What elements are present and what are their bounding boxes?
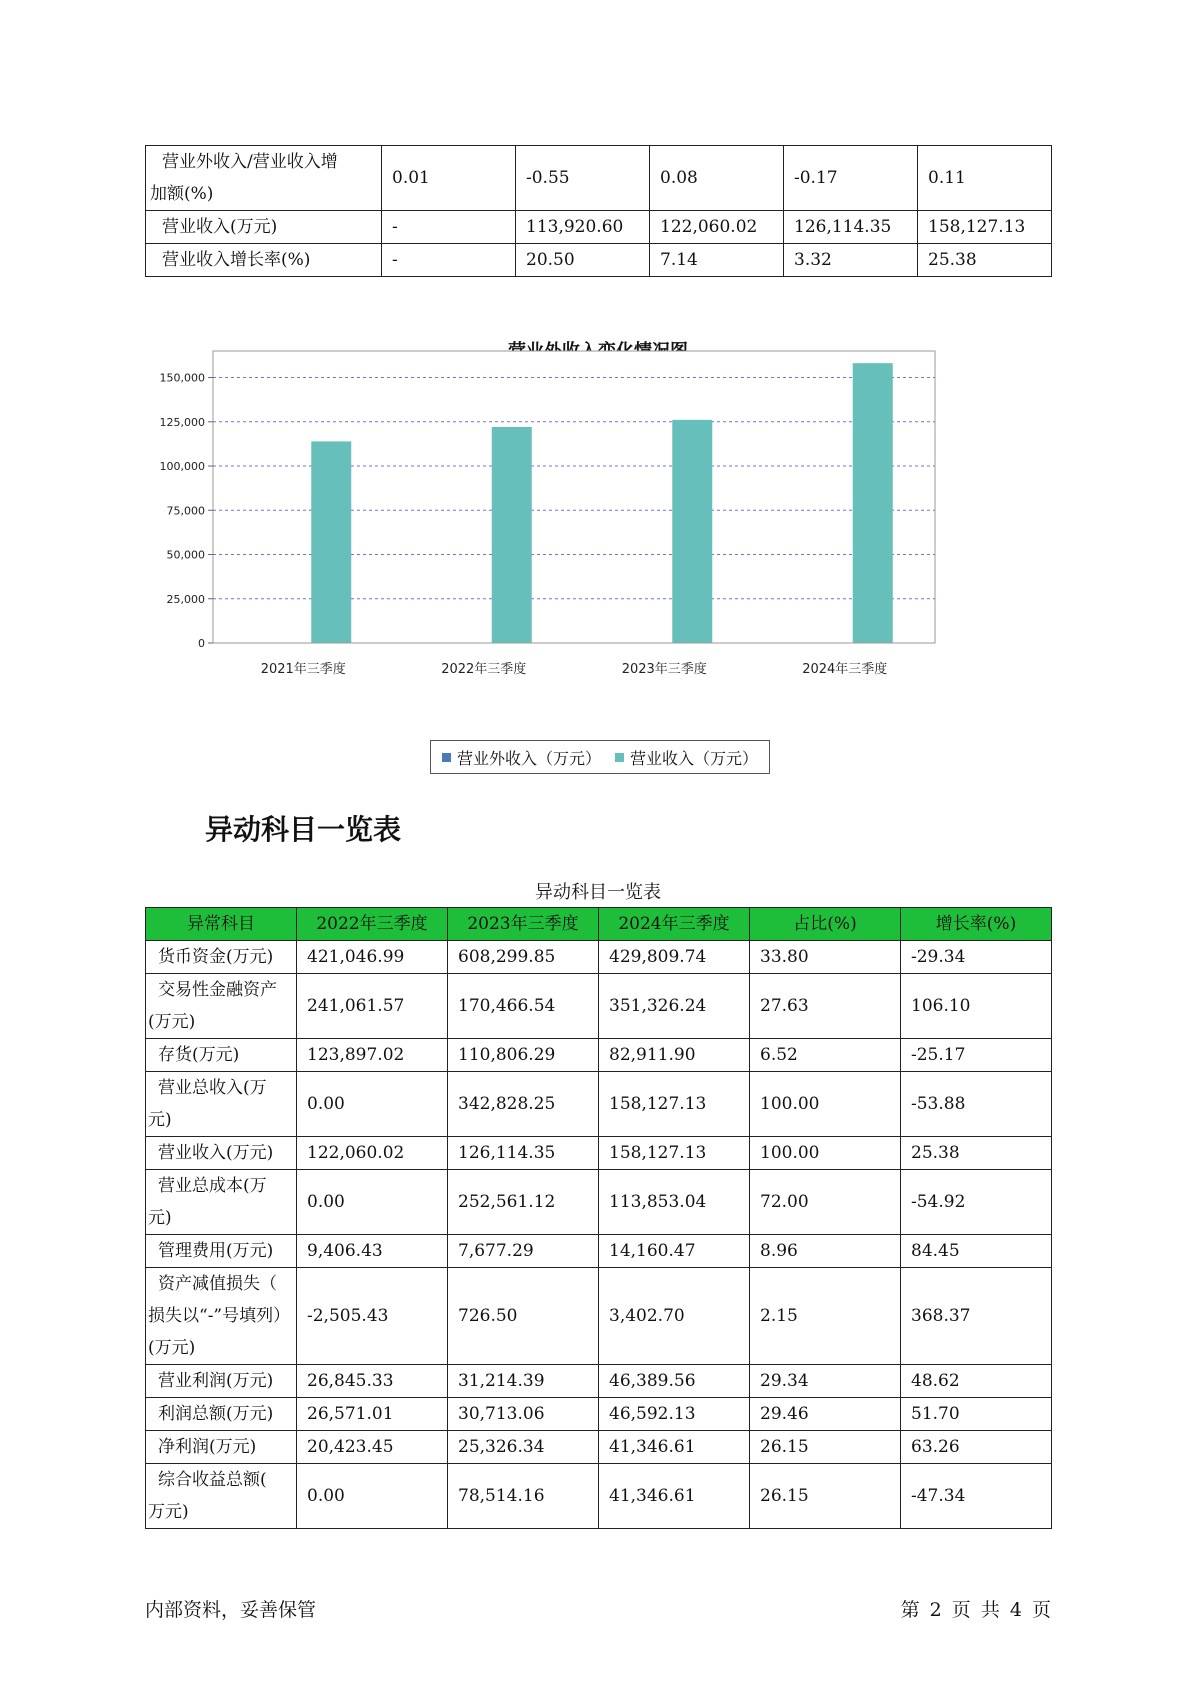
chart-legend [430, 740, 770, 774]
table-cell: 100.00 [750, 1072, 901, 1137]
row-label-line: (万元) [148, 1012, 196, 1032]
table-cell: 2.15 [750, 1268, 901, 1365]
table-cell: 29.46 [750, 1398, 901, 1431]
table-cell: 421,046.99 [297, 941, 448, 974]
legend-item [615, 746, 758, 769]
table-cell: 25,326.34 [448, 1431, 599, 1464]
table-cell: 29.34 [750, 1365, 901, 1398]
table-cell: 3.32 [784, 244, 918, 277]
table-cell: 126,114.35 [784, 211, 918, 244]
table-cell: 26,845.33 [297, 1365, 448, 1398]
table-row [146, 1398, 1052, 1431]
table-cell: 27.63 [750, 974, 901, 1039]
table-cell: -25.17 [901, 1039, 1052, 1072]
row-label [146, 1431, 297, 1464]
row-label-line: 利润总额(万元) [158, 1404, 274, 1424]
table-cell: 0.01 [382, 146, 516, 211]
table-cell: - [382, 244, 516, 277]
row-label-line: 综合收益总额( [158, 1470, 267, 1490]
bar-operating-revenue [311, 441, 351, 643]
table-cell: -47.34 [901, 1464, 1052, 1529]
row-label [146, 974, 297, 1039]
table-cell: 51.70 [901, 1398, 1052, 1431]
chart-canvas [145, 325, 1051, 735]
footer-note: 内部资料，妥善保管 [145, 1599, 317, 1621]
table-cell: 14,160.47 [599, 1235, 750, 1268]
table-cell: 41,346.61 [599, 1431, 750, 1464]
table-cell: 0.11 [918, 146, 1052, 211]
column-header: 增长率(%) [901, 908, 1052, 941]
column-header: 异常科目 [146, 908, 297, 941]
x-tick-label: 2021年三季度 [260, 662, 346, 677]
table-cell: 100.00 [750, 1137, 901, 1170]
table-cell: 84.45 [901, 1235, 1052, 1268]
row-label-line: 货币资金(万元) [158, 947, 274, 967]
table-cell: 158,127.13 [599, 1072, 750, 1137]
legend-item [442, 746, 601, 769]
y-tick-label: 0 [198, 637, 205, 650]
table-cell: 48.62 [901, 1365, 1052, 1398]
anomaly-table [145, 907, 1052, 1529]
table-row [146, 1464, 1052, 1529]
x-tick-label: 2023年三季度 [621, 662, 707, 677]
table-row [146, 1365, 1052, 1398]
table-row [146, 1431, 1052, 1464]
row-label-line: 营业总成本(万 [158, 1176, 267, 1196]
table-cell: 7.14 [650, 244, 784, 277]
table-cell: 351,326.24 [599, 974, 750, 1039]
row-label-line: 资产减值损失（ [158, 1274, 277, 1294]
table-cell: -53.88 [901, 1072, 1052, 1137]
table-cell: 113,920.60 [516, 211, 650, 244]
row-label [146, 1464, 297, 1529]
table-cell: 9,406.43 [297, 1235, 448, 1268]
table-cell: - [382, 211, 516, 244]
table-cell: 8.96 [750, 1235, 901, 1268]
table-cell: 3,402.70 [599, 1268, 750, 1365]
table-cell: 78,514.16 [448, 1464, 599, 1529]
table-cell: 26.15 [750, 1464, 901, 1529]
table-cell: 726.50 [448, 1268, 599, 1365]
row-label-line: 营业利润(万元) [158, 1371, 274, 1391]
y-tick-label: 25,000 [166, 592, 205, 606]
column-header: 2022年三季度 [297, 908, 448, 941]
table-row [146, 941, 1052, 974]
table-cell: 241,061.57 [297, 974, 448, 1039]
table-row [146, 1039, 1052, 1072]
table-cell: 26,571.01 [297, 1398, 448, 1431]
table-row [146, 974, 1052, 1039]
table-cell: 6.52 [750, 1039, 901, 1072]
row-label-line: 元) [148, 1110, 172, 1130]
table-cell: 25.38 [901, 1137, 1052, 1170]
table-cell: 63.26 [901, 1431, 1052, 1464]
row-label [146, 1268, 297, 1365]
y-tick-label: 100,000 [159, 460, 205, 474]
table-cell: -0.17 [784, 146, 918, 211]
table-cell: 72.00 [750, 1170, 901, 1235]
y-tick-label: 75,000 [166, 504, 205, 518]
row-label [146, 1398, 297, 1431]
x-tick-label: 2022年三季度 [441, 662, 527, 677]
bar-operating-revenue [672, 420, 712, 643]
table-row [146, 1072, 1052, 1137]
section-heading: 异动科目一览表 [205, 813, 402, 846]
bar-operating-revenue [492, 427, 532, 643]
row-label [146, 1072, 297, 1137]
table-cell: 41,346.61 [599, 1464, 750, 1529]
table-row [146, 1268, 1052, 1365]
table-cell: 7,677.29 [448, 1235, 599, 1268]
row-label [146, 1365, 297, 1398]
row-label [146, 1170, 297, 1235]
row-label-line: 损失以“-”号填列） [148, 1306, 291, 1326]
page-number: 第 2 页 共 4 页 [900, 1599, 1051, 1621]
column-header: 2024年三季度 [599, 908, 750, 941]
table-cell: 113,853.04 [599, 1170, 750, 1235]
table-cell: 33.80 [750, 941, 901, 974]
row-label [146, 244, 382, 277]
row-label [146, 941, 297, 974]
row-label-line: 加额(%) [150, 184, 214, 204]
row-label-line: 管理费用(万元) [158, 1241, 274, 1261]
top-data-table [145, 145, 1052, 277]
row-label-line: 营业外收入/营业收入增 [162, 152, 338, 172]
row-label-line: 营业收入(万元) [158, 1143, 274, 1163]
column-header: 2023年三季度 [448, 908, 599, 941]
row-label-line: 营业总收入(万 [158, 1078, 267, 1098]
table-cell: 429,809.74 [599, 941, 750, 974]
table-cell: -54.92 [901, 1170, 1052, 1235]
table-cell: 106.10 [901, 974, 1052, 1039]
table-cell: 122,060.02 [297, 1137, 448, 1170]
row-label-line: 交易性金融资产 [158, 980, 277, 1000]
table-cell: 110,806.29 [448, 1039, 599, 1072]
row-label [146, 211, 382, 244]
table-cell: 252,561.12 [448, 1170, 599, 1235]
table-cell: 342,828.25 [448, 1072, 599, 1137]
legend-label: 营业收入（万元） [630, 748, 759, 768]
table-cell: 82,911.90 [599, 1039, 750, 1072]
y-tick-label: 125,000 [159, 415, 205, 429]
table-cell: -2,505.43 [297, 1268, 448, 1365]
table-cell: 20,423.45 [297, 1431, 448, 1464]
table-cell: 25.38 [918, 244, 1052, 277]
table-cell: 0.00 [297, 1464, 448, 1529]
legend-label: 营业外收入（万元） [456, 748, 601, 768]
column-header: 占比(%) [750, 908, 901, 941]
table-cell: 158,127.13 [918, 211, 1052, 244]
table-cell: 31,214.39 [448, 1365, 599, 1398]
table-row [146, 1235, 1052, 1268]
table-cell: -29.34 [901, 941, 1052, 974]
y-tick-label: 150,000 [159, 371, 205, 385]
table-cell: 123,897.02 [297, 1039, 448, 1072]
table-cell: 170,466.54 [448, 974, 599, 1039]
legend-swatch [615, 753, 624, 762]
row-label [146, 1039, 297, 1072]
row-label [146, 1235, 297, 1268]
table-cell: 368.37 [901, 1268, 1052, 1365]
table-row [146, 211, 1052, 244]
table-cell: 0.08 [650, 146, 784, 211]
table-cell: 0.00 [297, 1072, 448, 1137]
row-label-line: 元) [148, 1208, 172, 1228]
table-cell: 30,713.06 [448, 1398, 599, 1431]
table-caption: 异动科目一览表 [535, 882, 661, 903]
row-label-line: 营业收入增长率(%) [162, 250, 311, 270]
table-header-row [146, 908, 1052, 941]
table-cell: 0.00 [297, 1170, 448, 1235]
row-label-line: 万元) [148, 1502, 189, 1522]
table-row [146, 244, 1052, 277]
row-label [146, 1137, 297, 1170]
bar-chart [145, 325, 1051, 785]
x-tick-label: 2024年三季度 [802, 662, 888, 677]
table-row [146, 1137, 1052, 1170]
row-label-line: 营业收入(万元) [162, 217, 278, 237]
row-label-line: 净利润(万元) [158, 1437, 257, 1457]
row-label-line: (万元) [148, 1338, 196, 1358]
table-cell: -0.55 [516, 146, 650, 211]
table-cell: 46,389.56 [599, 1365, 750, 1398]
table-cell: 26.15 [750, 1431, 901, 1464]
row-label-line: 存货(万元) [158, 1045, 240, 1065]
bar-operating-revenue [853, 363, 893, 643]
table-cell: 46,592.13 [599, 1398, 750, 1431]
table-cell: 122,060.02 [650, 211, 784, 244]
table-row [146, 146, 1052, 211]
table-cell: 608,299.85 [448, 941, 599, 974]
table-cell: 158,127.13 [599, 1137, 750, 1170]
legend-swatch [442, 753, 451, 762]
row-label [146, 146, 382, 211]
y-tick-label: 50,000 [166, 548, 205, 562]
table-cell: 126,114.35 [448, 1137, 599, 1170]
table-row [146, 1170, 1052, 1235]
table-cell: 20.50 [516, 244, 650, 277]
